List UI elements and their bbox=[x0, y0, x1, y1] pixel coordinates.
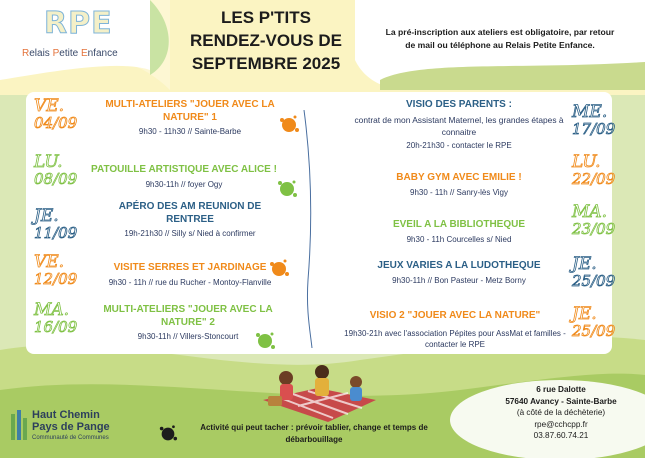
date-day: MA. bbox=[34, 300, 70, 320]
paint-splat-icon bbox=[278, 114, 300, 136]
address-note: (à côté de la déchèterie) bbox=[516, 408, 606, 417]
partner-name-line3: Communauté de Communes bbox=[32, 435, 109, 441]
date-number: 17/09 bbox=[572, 120, 616, 138]
event-title: JEUX VARIES A LA LUDOTHEQUE bbox=[377, 260, 541, 271]
date-number: 11/09 bbox=[34, 224, 78, 242]
event-date bbox=[34, 254, 82, 288]
subtitle-word-nfance: nfance bbox=[87, 48, 118, 59]
event-subtitle: contrat de mon Assistant Maternel, les grandes étapes à connaitre bbox=[354, 114, 564, 137]
date-number: 23/09 bbox=[572, 220, 616, 238]
date-day: JE. bbox=[572, 304, 597, 324]
address-street: 6 rue Dalotte bbox=[536, 385, 586, 394]
event-detail: 9h30-11h // Bon Pasteur - Metz Borny bbox=[392, 275, 526, 285]
column-divider bbox=[302, 110, 314, 348]
subtitle-initial-r: R bbox=[22, 48, 30, 59]
partner-name-line1: Haut Chemin bbox=[32, 409, 100, 421]
date-day: LU. bbox=[572, 152, 601, 172]
title-line-3: SEPTEMBRE 2025 bbox=[191, 54, 341, 73]
event-title: VISIO 2 "JOUER AVEC LA NATURE" bbox=[369, 310, 541, 321]
event-title: APÉRO DES AM REUNION DE RENTREE bbox=[118, 201, 262, 225]
event-detail: 9h30-11h // foyer Ogy bbox=[145, 179, 223, 189]
paint-splat-icon bbox=[268, 258, 290, 280]
event-date bbox=[34, 154, 82, 188]
event-title: PATOUILLE ARTISTIQUE AVEC ALICE ! bbox=[91, 164, 277, 175]
event-title: BABY GYM AVEC EMILIE ! bbox=[396, 172, 522, 183]
subtitle-initial-e: E bbox=[80, 48, 88, 59]
date-day: LU. bbox=[34, 152, 63, 172]
event-detail: 19h30-21h avec l'association Pépites pour AssMat et familles - contacter le RPE bbox=[344, 328, 566, 349]
footer-note: Activité qui peut tacher : prévoir tablier, change et temps de débarbouillage bbox=[200, 423, 428, 444]
event-detail: 9h30 - 11h // Sanry-lès Vigy bbox=[410, 187, 508, 197]
rpe-logo-text: RPE bbox=[44, 6, 113, 41]
date-day: JE. bbox=[572, 254, 597, 274]
title-line-1: LES P'TITS bbox=[221, 8, 311, 27]
event-date bbox=[572, 104, 620, 138]
subtitle-initial-p: P bbox=[52, 48, 60, 59]
event-title: MULTI-ATELIERS "JOUER AVEC LA NATURE" 2 bbox=[103, 304, 273, 328]
paint-splat-icon bbox=[276, 178, 298, 200]
event-date bbox=[572, 154, 620, 188]
date-number: 25/09 bbox=[572, 272, 616, 290]
date-day: ME. bbox=[572, 102, 608, 122]
title-line-2: RENDEZ-VOUS DE bbox=[189, 31, 343, 50]
event-item bbox=[100, 201, 280, 239]
event-title: MULTI-ATELIERS "JOUER AVEC LA NATURE" 1 bbox=[105, 99, 275, 123]
event-detail: 9h30-11h // Villers-Stoncourt bbox=[137, 332, 239, 341]
date-number: 16/09 bbox=[34, 318, 78, 336]
partner-logo bbox=[6, 408, 124, 448]
page-title bbox=[166, 6, 366, 75]
contact-phone[interactable]: 03.87.60.74.21 bbox=[533, 431, 589, 440]
date-number: 22/09 bbox=[572, 170, 616, 188]
rpe-logo bbox=[16, 6, 126, 58]
event-detail: 19h-21h30 // Silly s/ Nied à confirmer bbox=[124, 229, 256, 238]
event-detail: 20h-21h30 - contacter le RPE bbox=[406, 140, 512, 150]
date-number: 25/09 bbox=[572, 322, 616, 340]
event-detail: 9h30 - 11h30 // Sainte-Barbe bbox=[138, 127, 242, 136]
event-title: VISIO DES PARENTS : bbox=[406, 99, 512, 110]
date-number: 04/09 bbox=[34, 114, 78, 132]
event-item bbox=[96, 304, 280, 342]
event-date bbox=[34, 302, 82, 336]
event-date bbox=[572, 256, 620, 290]
event-item bbox=[88, 262, 292, 288]
event-item bbox=[86, 164, 282, 190]
tree-logo-icon bbox=[8, 410, 30, 442]
event-detail: 9h30 - 11h // rue du Rucher - Montoy-Flanville bbox=[108, 277, 272, 287]
event-item bbox=[348, 260, 570, 286]
event-date bbox=[34, 208, 82, 242]
registration-notice: La pré-inscription aux ateliers est obligatoire, par retour de mail ou téléphone au Relais Petite Enfance. bbox=[385, 27, 615, 50]
date-day: MA. bbox=[572, 202, 608, 222]
paint-splat-icon bbox=[158, 424, 178, 444]
event-title: VISITE SERRES ET JARDINAGE bbox=[113, 262, 267, 273]
event-item bbox=[340, 310, 570, 350]
event-title: EVEIL A LA BIBLIOTHEQUE bbox=[392, 219, 526, 230]
paint-splat-icon bbox=[254, 330, 276, 352]
date-number: 08/09 bbox=[34, 170, 78, 188]
subtitle-word-elais: elais bbox=[29, 48, 53, 59]
event-item bbox=[348, 219, 570, 245]
event-date bbox=[572, 306, 620, 340]
date-day: VE. bbox=[34, 252, 65, 272]
event-detail: 9h30 - 11h Courcelles s/ Nied bbox=[406, 234, 512, 244]
contact-address bbox=[486, 384, 636, 442]
event-date bbox=[572, 204, 620, 238]
picnic-illustration bbox=[258, 360, 378, 430]
date-day: JE. bbox=[34, 206, 59, 226]
date-day: VE. bbox=[34, 96, 65, 116]
rpe-logo-subtitle bbox=[22, 48, 118, 59]
event-item bbox=[348, 99, 570, 151]
contact-email[interactable]: rpe@cchcpp.fr bbox=[534, 419, 588, 429]
partner-name-line2: Pays de Pange bbox=[32, 421, 110, 433]
date-number: 12/09 bbox=[34, 270, 78, 288]
event-item bbox=[100, 99, 280, 137]
event-item bbox=[348, 172, 570, 198]
subtitle-word-etite: etite bbox=[59, 48, 81, 59]
event-date bbox=[34, 98, 82, 132]
address-city: 57640 Avancy - Sainte-Barbe bbox=[505, 396, 617, 406]
